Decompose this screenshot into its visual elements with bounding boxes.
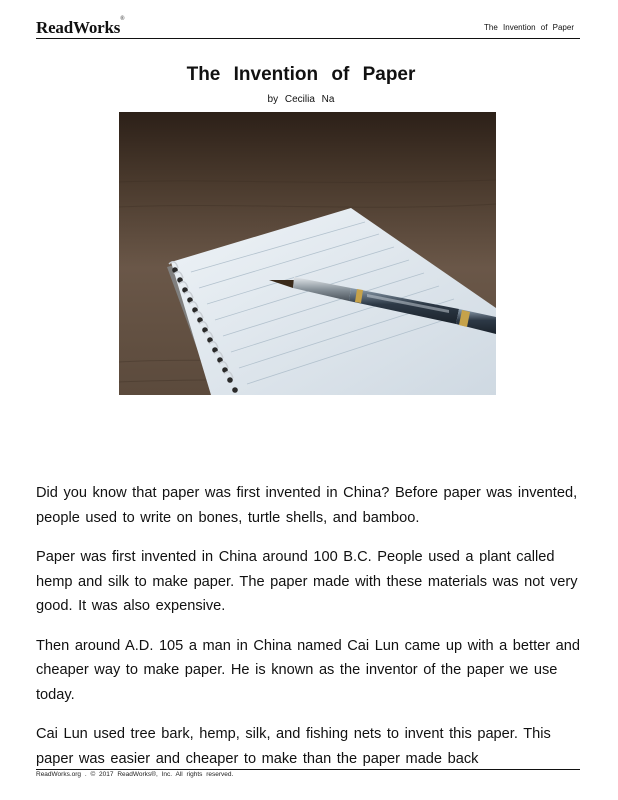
article-byline: by Cecilia Na: [267, 94, 335, 105]
notebook-with-fountain-pen-photo: [119, 112, 496, 395]
article-body: [36, 481, 582, 786]
logo-text: ReadWorks: [36, 18, 121, 37]
paragraph: Then around A.D. 105 a man in China named Cai Lun came up with a better and cheaper way to make paper. He is known as the inventor of the paper we use today.: [36, 637, 581, 703]
running-title: The Invention of Paper: [484, 23, 574, 32]
copyright-footer: ReadWorks.org . © 2017 ReadWorks®, Inc. All rights reserved.: [36, 771, 234, 778]
readworks-logo: [36, 18, 125, 38]
paragraph: Did you know that paper was first invented in China? Before paper was invented, people used to write on bones, turtle shells, and bamboo.: [36, 485, 578, 526]
registered-mark: ®: [120, 16, 125, 22]
article-title: The Invention of Paper: [186, 64, 416, 85]
footer-divider: [36, 769, 580, 770]
paragraph: Cai Lun used tree bark, hemp, silk, and fishing nets to invent this paper. This paper was easier and cheaper to make than the paper made back: [36, 726, 551, 767]
paragraph: Paper was first invented in China around 100 B.C. People used a plant called hemp and silk to make paper. The paper made with these materials was not very good. It was also expensive.: [36, 549, 578, 614]
header-divider: [36, 38, 580, 39]
